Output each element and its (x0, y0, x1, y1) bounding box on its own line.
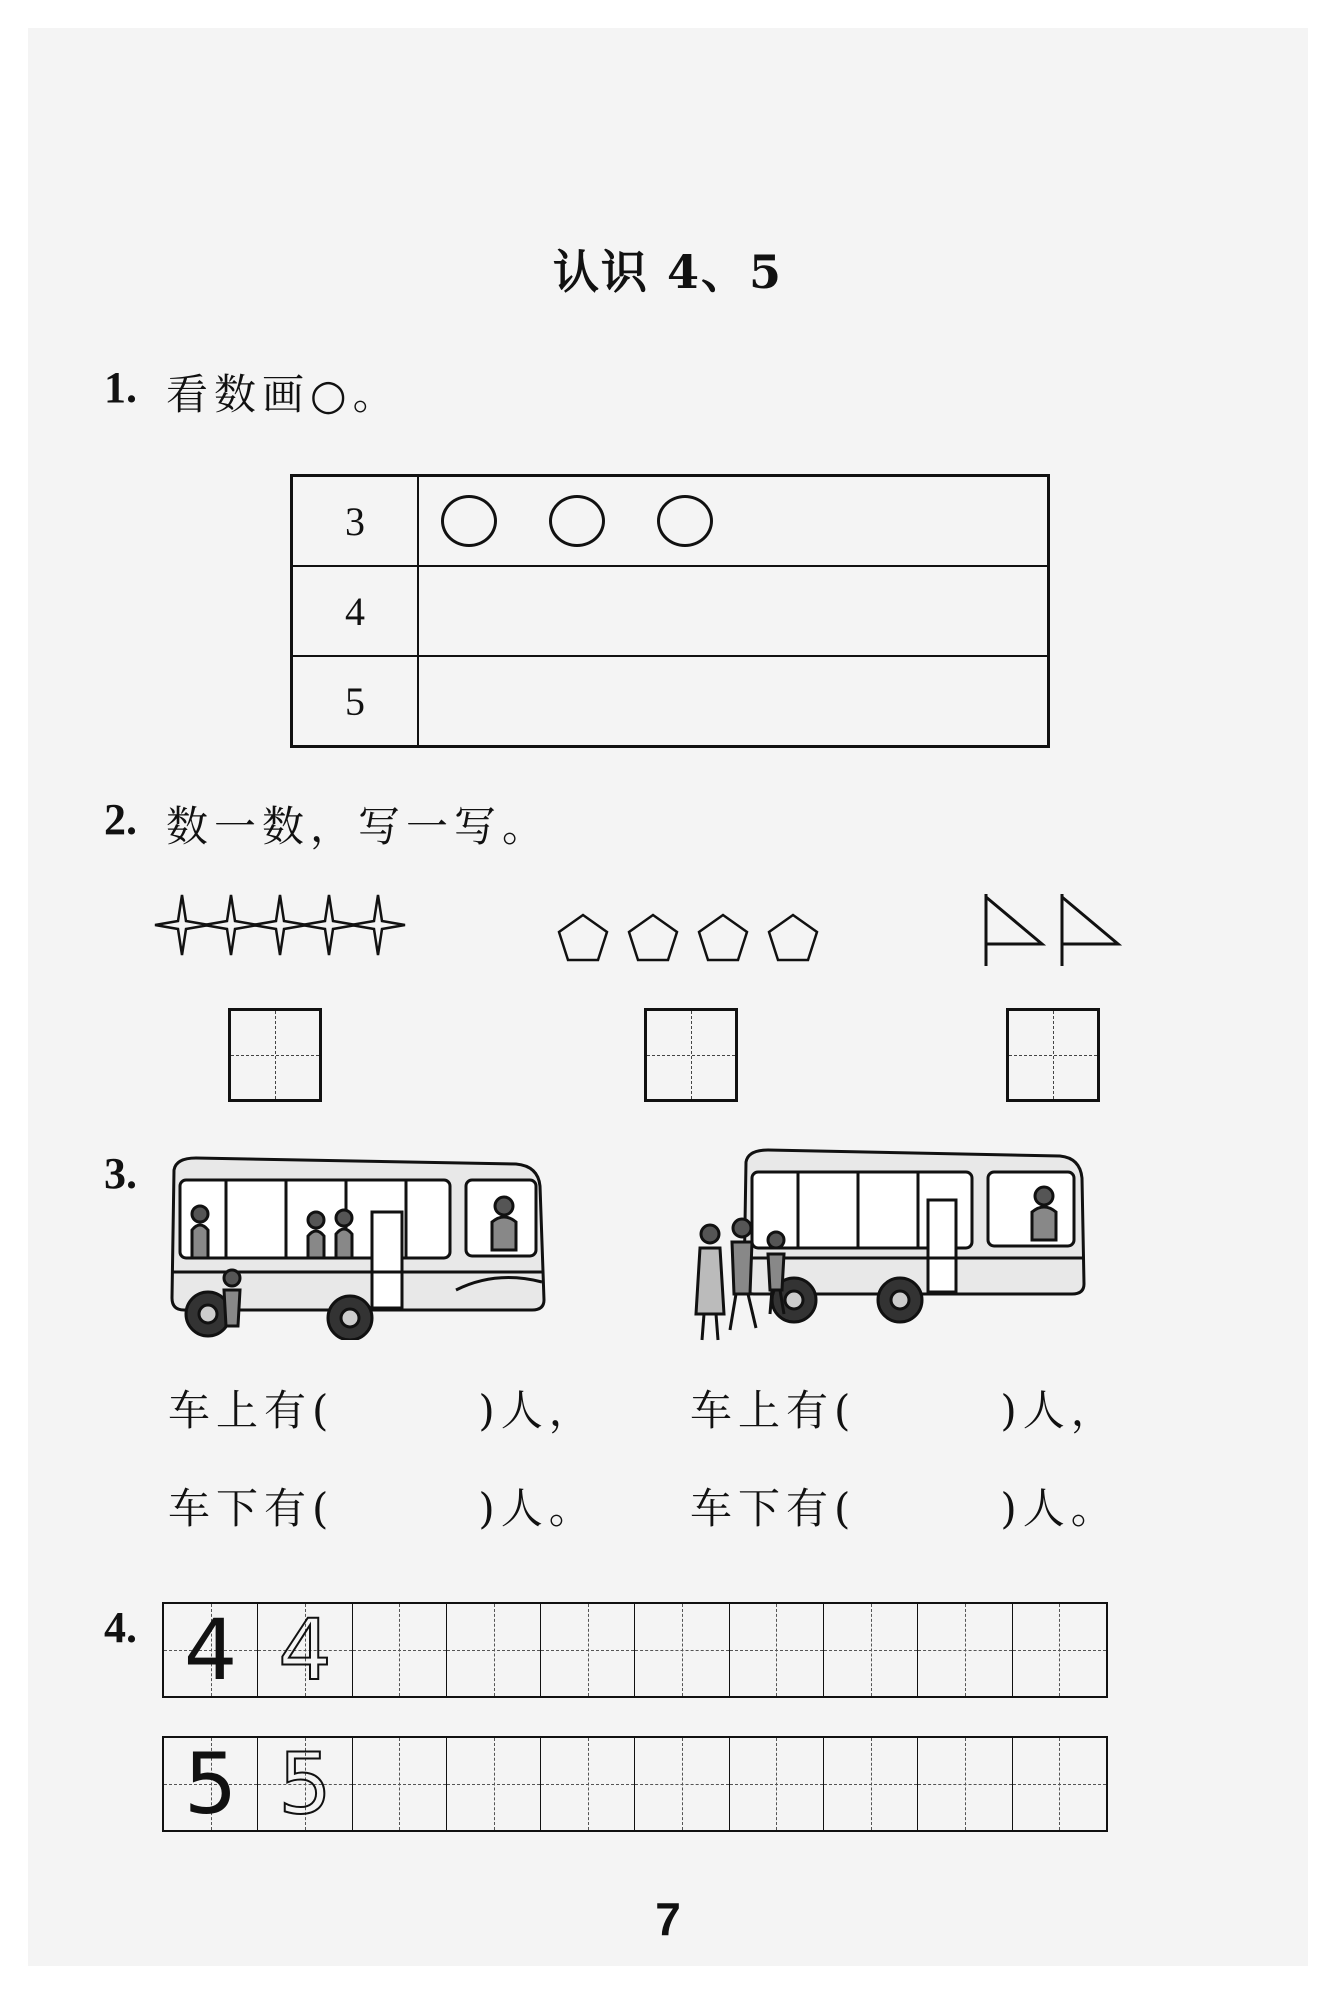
circle-icon (657, 495, 713, 547)
pentagon-icon (699, 915, 747, 960)
write-box-flags[interactable] (1006, 1008, 1100, 1102)
bus-left-picture (166, 1150, 556, 1340)
grid-cell-model (164, 1735, 258, 1833)
star-icon (351, 895, 405, 955)
grid-cell[interactable] (1013, 1738, 1106, 1830)
grid-cell[interactable] (353, 1738, 447, 1830)
draw-circles-table (290, 474, 1050, 748)
pentagon-icon (559, 915, 607, 960)
star-icon (204, 895, 258, 955)
star-icon (155, 895, 209, 955)
grid-cell[interactable] (635, 1738, 729, 1830)
grid-cell-trace[interactable] (258, 1735, 352, 1833)
circle-icon (441, 495, 497, 547)
grid-cell[interactable] (635, 1604, 729, 1696)
page-number: 7 (655, 1893, 681, 1945)
row-number: 3 (292, 476, 419, 567)
grid-cell[interactable] (824, 1738, 918, 1830)
grid-cell[interactable] (541, 1738, 635, 1830)
question-4-number: 4. (104, 1603, 137, 1652)
right-on-bus-blank: 车上有( )人， (690, 1386, 1119, 1435)
grid-cell[interactable] (918, 1738, 1012, 1830)
left-on-bus-blank: 车上有( )人， (168, 1386, 597, 1435)
digit-trace: 4 (278, 1601, 332, 1699)
digit-model: 4 (183, 1601, 238, 1699)
pentagons-group (556, 912, 836, 964)
table-row (292, 476, 1049, 567)
grid-cell-model (164, 1601, 258, 1699)
digit-model: 5 (183, 1735, 238, 1833)
question-1-text: 看数画○。 (166, 370, 401, 419)
left-off-bus-blank: 车下有( )人。 (168, 1484, 597, 1533)
grid-cell[interactable] (1013, 1604, 1106, 1696)
table-row (292, 656, 1049, 747)
row-number: 5 (292, 656, 419, 747)
question-1-number: 1. (104, 363, 137, 412)
table-row (292, 566, 1049, 656)
writing-grid-5 (162, 1736, 1108, 1832)
example-circles-cell (418, 476, 1049, 567)
circle-icon (549, 495, 605, 547)
star-icon (302, 895, 356, 955)
question-2-number: 2. (104, 795, 137, 844)
grid-cell[interactable] (730, 1738, 824, 1830)
answer-cell[interactable] (418, 566, 1049, 656)
flags-group (982, 892, 1122, 968)
answer-cell[interactable] (418, 656, 1049, 747)
star-icon (253, 895, 307, 955)
write-box-pentagons[interactable] (644, 1008, 738, 1102)
bus-right-picture (688, 1144, 1088, 1344)
grid-cell[interactable] (824, 1604, 918, 1696)
grid-cell[interactable] (730, 1604, 824, 1696)
right-off-bus-blank: 车下有( )人。 (690, 1484, 1119, 1533)
grid-cell[interactable] (353, 1604, 447, 1696)
flag-icon (986, 894, 1042, 966)
question-3-number: 3. (104, 1149, 137, 1198)
flag-icon (1062, 894, 1118, 966)
question-2-text: 数一数，写一写。 (166, 802, 551, 851)
page-title: 认识 4、5 (552, 245, 784, 299)
grid-cell[interactable] (447, 1738, 541, 1830)
stars-group (154, 890, 414, 960)
row-number: 4 (292, 566, 419, 656)
write-box-stars[interactable] (228, 1008, 322, 1102)
digit-trace: 5 (278, 1735, 332, 1833)
grid-cell[interactable] (541, 1604, 635, 1696)
grid-cell-trace[interactable] (258, 1601, 352, 1699)
writing-grid-4 (162, 1602, 1108, 1698)
pentagon-icon (769, 915, 817, 960)
grid-cell[interactable] (918, 1604, 1012, 1696)
pentagon-icon (629, 915, 677, 960)
grid-cell[interactable] (447, 1604, 541, 1696)
